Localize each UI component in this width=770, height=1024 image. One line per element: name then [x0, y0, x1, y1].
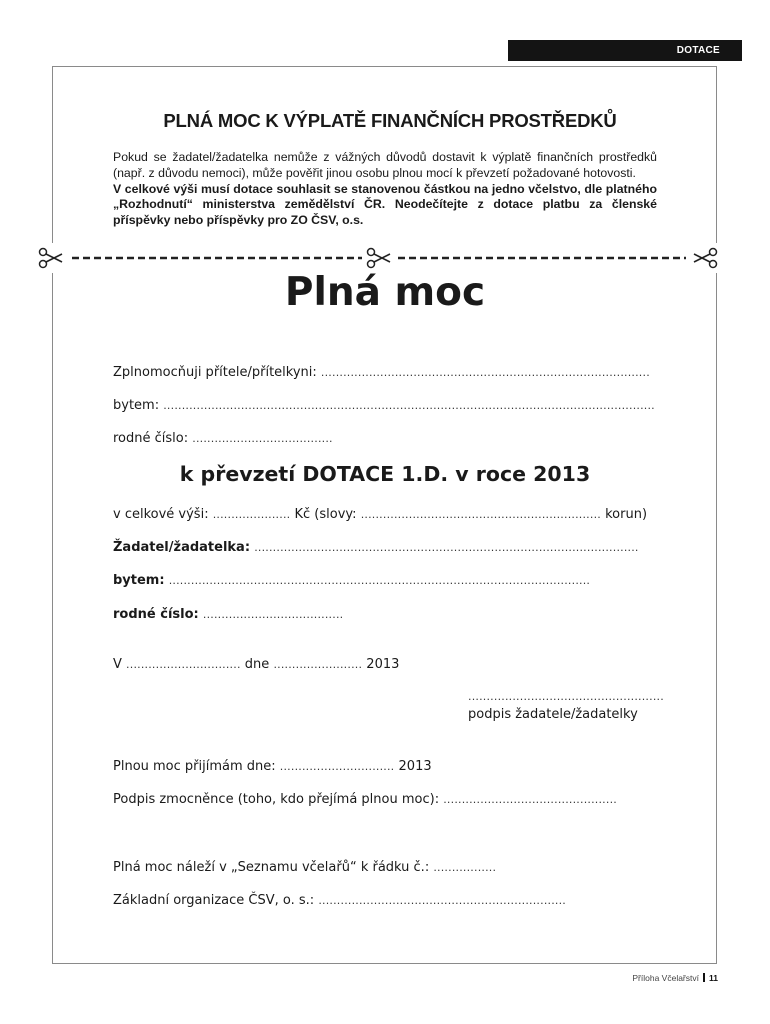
- scissors-right-icon: [692, 247, 718, 269]
- field-label: dne: [244, 657, 270, 672]
- field-seznam[interactable]: [113, 860, 496, 875]
- intro-text: [113, 150, 657, 229]
- form-title: Plná moc: [284, 270, 486, 315]
- field-label: Podpis zmocněnce (toho, kdo přejímá plnou moc):: [113, 792, 440, 807]
- fill-dots: ...................................................................: [318, 894, 566, 907]
- field-label: korun): [605, 507, 648, 522]
- field-label: Žadatel/žadatelka:: [113, 540, 251, 555]
- scissors-left-icon: [38, 247, 64, 269]
- fill-dots: .....................: [212, 508, 291, 521]
- field-label: rodné číslo:: [113, 431, 189, 446]
- intro-regular: Pokud se žadatel/žadatelka nemůže z vážných důvodů dostavit k výplatě finančních prostředků (např. z důvodu nemoci), může pověřit jinou osobu plnou mocí k převzetí požadované hotovosti.: [113, 150, 657, 180]
- field-label: Kč (slovy:: [294, 507, 357, 522]
- cut-line: [0, 243, 770, 273]
- fill-dots: ......................................: [192, 432, 333, 445]
- field-zadatel-bytem[interactable]: [113, 573, 590, 588]
- field-label: rodné číslo:: [113, 607, 199, 622]
- field-year: 2013: [398, 759, 432, 774]
- intro-bold: V celkové výši musí dotace souhlasit se stanovenou částkou na jedno včelstvo, dle platného „Rozhodnutí“ ministerstva zemědělství ČR. Neodečítejte z dotace platbu za členské příspěvky nebo příspěvky pro ZO ČSV, o.s.: [113, 181, 657, 228]
- dashed-line-left: [72, 253, 362, 263]
- field-label: Plná moc náleží v „Seznamu včelařů“ k řádku č.:: [113, 860, 430, 875]
- field-rodne-cislo[interactable]: [113, 431, 333, 446]
- fill-dots: ........................................................................................................: [254, 541, 639, 554]
- field-label: bytem:: [113, 573, 165, 588]
- section-tab: [508, 40, 742, 61]
- signature-dots: .....................................................: [468, 690, 664, 703]
- fill-dots: ...............................................: [443, 793, 617, 806]
- field-zo[interactable]: [113, 893, 566, 908]
- dashed-line-right: [398, 253, 686, 263]
- form-subtitle: k převzetí DOTACE 1.D. v roce 2013: [179, 462, 591, 486]
- field-label: Plnou moc přijímám dne:: [113, 759, 276, 774]
- field-year: 2013: [366, 657, 400, 672]
- field-zadatel-rodne-cislo[interactable]: [113, 607, 343, 622]
- page-heading: PLNÁ MOC K VÝPLATĚ FINANČNÍCH PROSTŘEDKŮ: [163, 110, 617, 131]
- field-amount[interactable]: [113, 507, 647, 522]
- field-zplnomocnuji[interactable]: [113, 365, 650, 380]
- signature-label: podpis žadatele/žadatelky: [468, 707, 638, 722]
- fill-dots: ..................................................................................................................: [168, 574, 591, 587]
- fill-dots: ...............................: [279, 760, 395, 773]
- field-label: v celkové výši:: [113, 507, 209, 522]
- fill-dots: ...............................: [126, 658, 241, 671]
- field-label: V: [113, 657, 122, 672]
- field-place-date[interactable]: [113, 657, 399, 672]
- field-label: bytem:: [113, 398, 160, 413]
- fill-dots: .................: [433, 861, 497, 874]
- signature-block[interactable]: [468, 690, 664, 722]
- field-accept-sign[interactable]: [113, 792, 617, 807]
- field-bytem[interactable]: [113, 398, 655, 413]
- fill-dots: ......................................: [202, 608, 344, 621]
- fill-dots: .....................................................................................................................................: [163, 399, 655, 412]
- field-accept-date[interactable]: [113, 759, 432, 774]
- footer-text: Příloha Včelařství: [632, 973, 699, 983]
- field-label: Základní organizace ČSV, o. s.:: [113, 893, 315, 908]
- scissors-middle-icon: [366, 247, 392, 269]
- fill-dots: .................................................................: [360, 508, 601, 521]
- section-tab-label: DOTACE: [676, 45, 720, 56]
- page-number: 11: [709, 973, 718, 983]
- field-label: Zplnomocňuji přítele/přítelkyni:: [113, 365, 317, 380]
- field-zadatel[interactable]: [113, 540, 639, 555]
- footer-separator: [703, 973, 705, 982]
- fill-dots: ........................: [273, 658, 363, 671]
- page-footer: [632, 973, 718, 983]
- fill-dots: .........................................................................................: [320, 366, 650, 379]
